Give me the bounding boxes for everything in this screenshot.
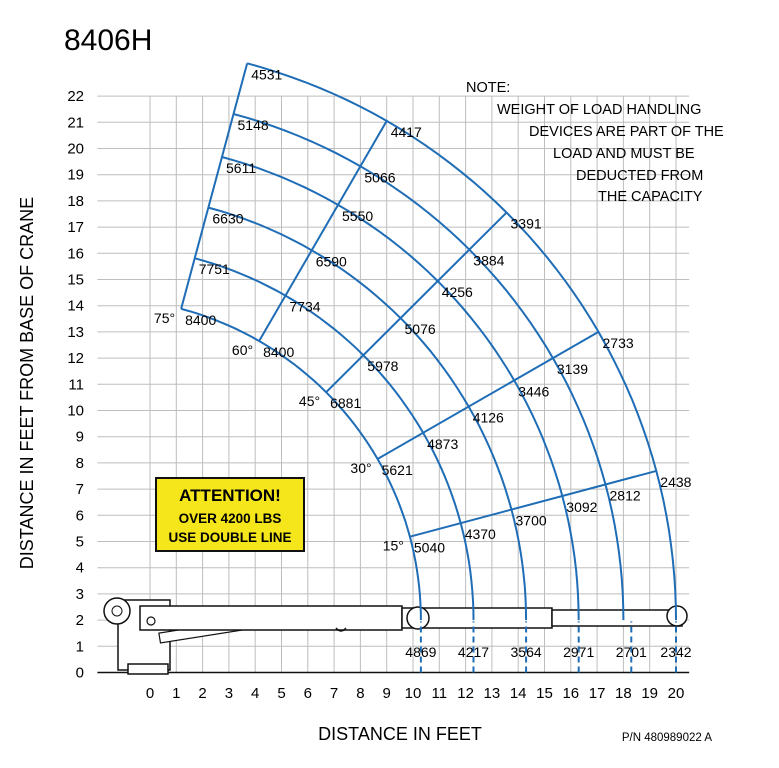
attention-box xyxy=(156,478,304,551)
capacity-label: 6630 xyxy=(212,210,244,227)
capacity-label: 7734 xyxy=(289,298,321,315)
capacity-label: 5611 xyxy=(226,160,257,176)
capacity-label: 4531 xyxy=(251,66,283,83)
note-line: WEIGHT OF LOAD HANDLING xyxy=(497,102,702,118)
x-tick-label: 15 xyxy=(536,685,553,702)
mid-sheave xyxy=(407,607,429,629)
horizontal-capacity-label: 4869 xyxy=(405,644,437,660)
x-tick-label: 14 xyxy=(509,685,527,702)
boom-inner xyxy=(140,606,402,630)
capacity-label: 3884 xyxy=(473,252,505,269)
crane-foot xyxy=(128,664,168,674)
capacity-label: 3092 xyxy=(566,499,598,515)
tip-sheave xyxy=(667,606,687,626)
y-tick-label: 22 xyxy=(67,88,84,106)
part-number: P/N 480989022 A xyxy=(621,732,712,744)
x-tick-label: 17 xyxy=(588,685,606,702)
x-tick-label: 10 xyxy=(404,685,422,702)
y-tick-label: 6 xyxy=(75,507,84,525)
y-tick-label: 1 xyxy=(75,638,84,656)
y-tick-label: 9 xyxy=(75,428,84,446)
note-line: NOTE: xyxy=(466,80,511,96)
y-tick-label: 14 xyxy=(67,297,84,315)
horizontal-capacity-label: 4217 xyxy=(457,644,490,660)
x-tick-label: 13 xyxy=(483,685,501,702)
boom-angle-line xyxy=(326,213,506,393)
note-block xyxy=(466,80,724,205)
angle-label: 30° xyxy=(350,460,372,476)
y-tick-label: 18 xyxy=(67,192,84,210)
x-tick-label: 18 xyxy=(615,685,632,702)
x-tick-label: 12 xyxy=(457,685,474,702)
x-tick-label: 7 xyxy=(329,685,339,702)
capacity-label: 2733 xyxy=(602,334,634,351)
horizontal-capacity-label: 2971 xyxy=(563,644,595,660)
capacity-label: 8400 xyxy=(185,311,217,328)
capacity-label: 6881 xyxy=(330,395,362,412)
note-line: THE CAPACITY xyxy=(598,189,703,205)
x-tick-label: 20 xyxy=(667,685,685,702)
x-axis-title: DISTANCE IN FEET xyxy=(318,724,482,744)
y-axis-title: DISTANCE IN FEET FROM BASE OF CRANE xyxy=(17,196,37,570)
winch-hub xyxy=(112,606,122,616)
capacity-label: 5621 xyxy=(381,462,413,478)
y-tick-label: 13 xyxy=(67,323,84,341)
attention-line1: OVER 4200 LBS xyxy=(178,511,282,526)
capacity-label: 2438 xyxy=(660,473,692,490)
y-tick-label: 12 xyxy=(67,350,84,368)
x-tick-label: 16 xyxy=(562,685,580,702)
capacity-label: 8400 xyxy=(263,344,295,360)
note-line: DEDUCTED FROM xyxy=(576,168,704,184)
x-tick-label: 19 xyxy=(641,685,659,702)
x-tick-label: 5 xyxy=(277,685,286,702)
y-tick-label: 3 xyxy=(75,585,84,603)
y-tick-label: 2 xyxy=(75,612,84,630)
x-tick-label: 8 xyxy=(356,685,365,702)
y-tick-label: 4 xyxy=(75,559,84,577)
capacity-label: 5978 xyxy=(367,358,399,375)
boom-pin xyxy=(147,617,155,625)
capacity-label: 4256 xyxy=(441,284,473,301)
y-tick-label: 21 xyxy=(67,114,84,132)
y-tick-label: 7 xyxy=(75,481,84,499)
angle-label: 60° xyxy=(231,342,254,358)
crane-illustration xyxy=(104,598,687,674)
x-tick-label: 11 xyxy=(431,685,448,702)
y-tick-label: 17 xyxy=(67,219,84,237)
capacity-label: 2812 xyxy=(609,487,641,504)
y-tick-label: 19 xyxy=(67,166,84,184)
y-tick-label: 15 xyxy=(67,271,84,289)
x-tick-label: 4 xyxy=(251,685,260,702)
capacity-label: 4126 xyxy=(472,409,504,426)
horizontal-capacity-label: 3564 xyxy=(510,644,542,660)
capacity-label: 5076 xyxy=(404,321,436,338)
y-tick-label: 20 xyxy=(67,140,84,158)
boom-outer xyxy=(552,610,682,626)
angle-label: 75° xyxy=(153,309,176,326)
boom-angle-line xyxy=(259,121,387,341)
y-tick-label: 16 xyxy=(67,245,84,263)
capacity-label: 5148 xyxy=(237,117,269,133)
capacity-label: 4417 xyxy=(390,123,422,140)
y-tick-label: 5 xyxy=(75,533,84,551)
note-line: DEVICES ARE PART OF THE xyxy=(529,124,724,140)
capacity-label: 4873 xyxy=(427,435,459,452)
y-tick-label: 11 xyxy=(68,376,84,394)
note-line: LOAD AND MUST BE xyxy=(553,146,695,162)
capacity-label: 6590 xyxy=(315,253,347,270)
x-tick-label: 6 xyxy=(303,685,312,702)
x-tick-label: 2 xyxy=(198,685,207,702)
y-tick-label: 10 xyxy=(67,402,84,420)
capacity-label: 3700 xyxy=(515,512,547,529)
x-tick-label: 3 xyxy=(224,685,234,702)
capacity-label: 5040 xyxy=(413,539,446,556)
capacity-label: 5066 xyxy=(364,169,396,186)
x-tick-label: 9 xyxy=(382,685,391,702)
y-tick-label: 0 xyxy=(75,664,84,682)
capacity-label: 7751 xyxy=(198,261,230,278)
capacity-label: 4370 xyxy=(464,526,496,543)
capacity-label: 3446 xyxy=(518,383,550,400)
attention-heading: ATTENTION! xyxy=(179,486,281,505)
x-tick-label: 0 xyxy=(145,685,155,702)
capacity-label: 3139 xyxy=(556,361,589,378)
page-title: 8406H xyxy=(64,24,153,57)
angle-label: 45° xyxy=(298,393,321,410)
y-tick-label: 8 xyxy=(75,454,84,472)
horizontal-capacity-label: 2701 xyxy=(615,644,647,660)
capacity-label: 5550 xyxy=(342,207,374,224)
capacity-label: 3391 xyxy=(510,215,542,232)
x-tick-label: 1 xyxy=(172,685,181,702)
boom-angle-line xyxy=(378,332,599,459)
angle-label: 15° xyxy=(382,537,404,554)
attention-line2: USE DOUBLE LINE xyxy=(168,530,292,545)
horizontal-capacity-label: 2342 xyxy=(660,644,692,660)
